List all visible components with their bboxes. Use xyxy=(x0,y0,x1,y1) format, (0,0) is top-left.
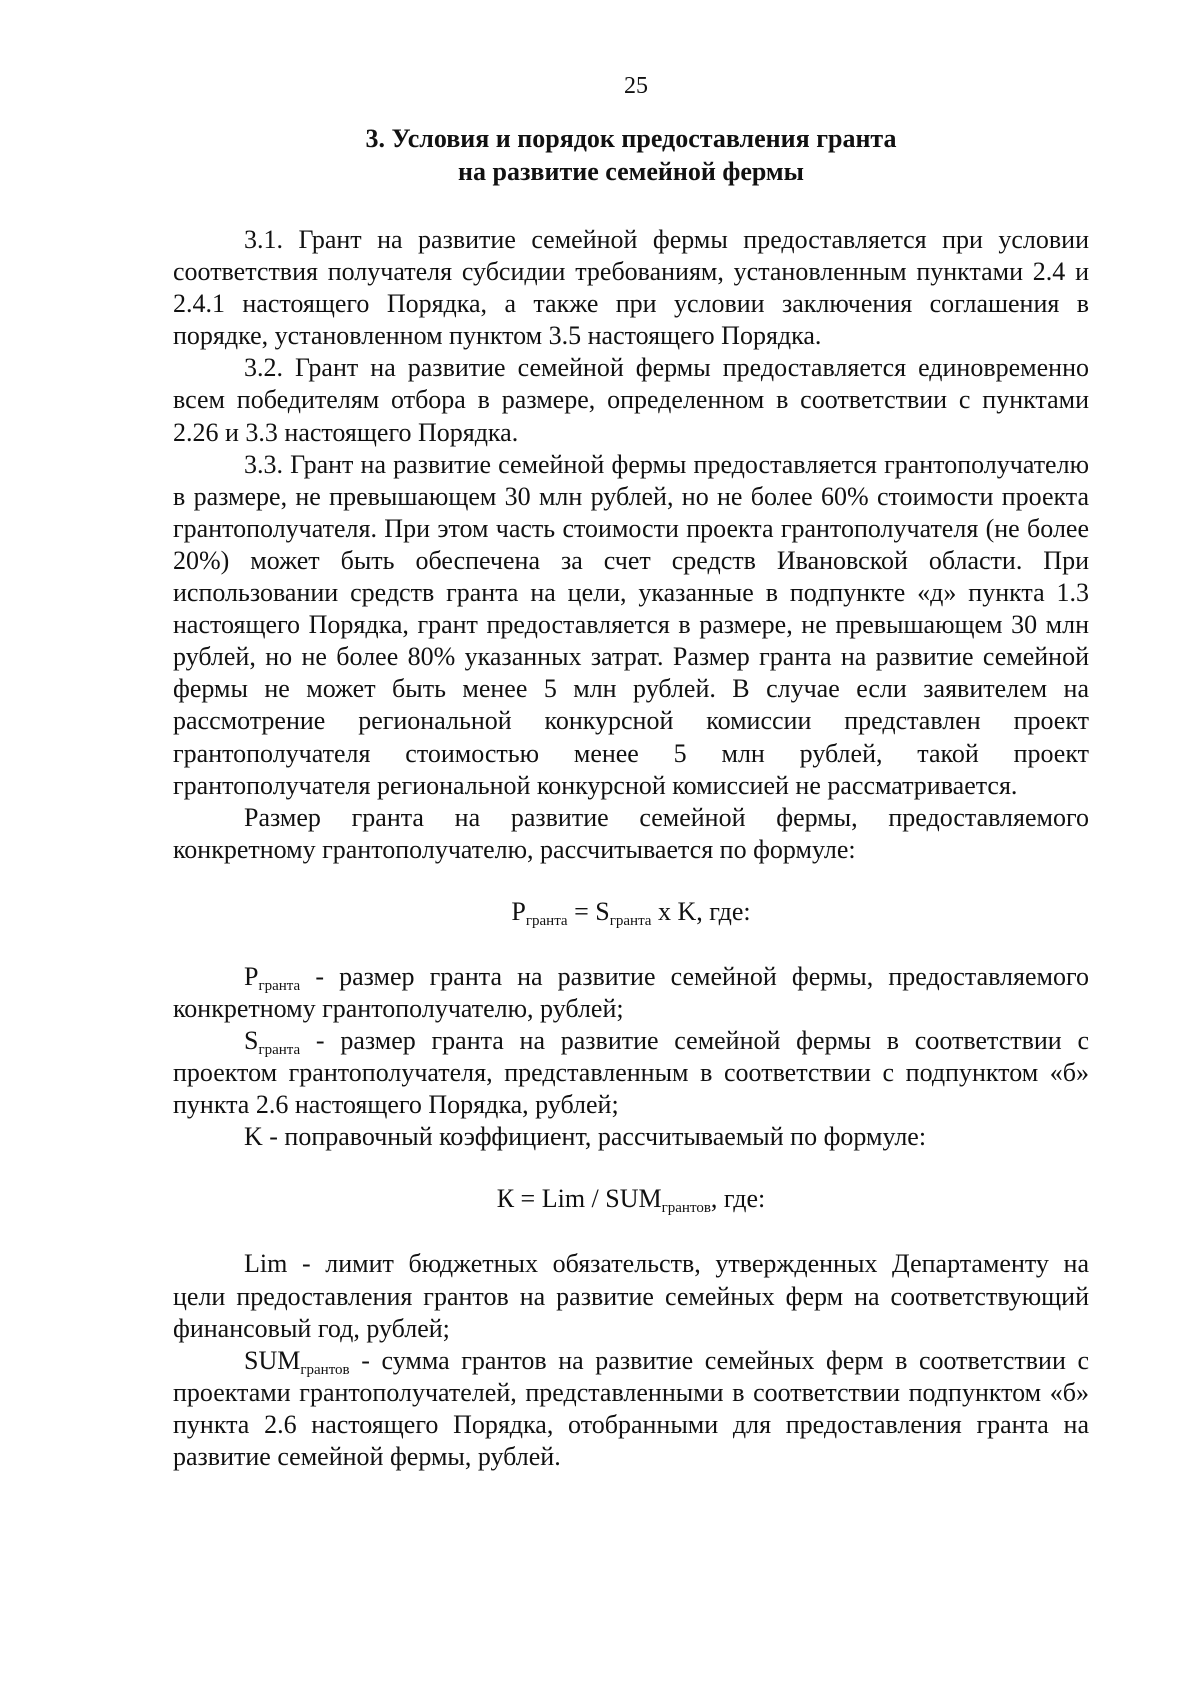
formula-grant-size xyxy=(173,896,1089,928)
formula2-rest: , где: xyxy=(710,1184,766,1214)
definition-s-grant xyxy=(173,1025,1089,1121)
definition-sum-symbol: SUM xyxy=(244,1345,301,1375)
definition-p-grant xyxy=(173,961,1089,1025)
formula-p-subscript: гранта xyxy=(525,912,568,929)
definition-p-symbol: P xyxy=(244,961,259,991)
formula2-left: К = Lim / SUM xyxy=(496,1184,662,1214)
definition-p-text: - размер гранта на развитие семейной фермы, предоставляемого конкретному грантополучателю, рублей; xyxy=(173,961,1089,1023)
definition-sum-text: - сумма грантов на развитие семейных ферм в соответствии с проектами грантополучателей, представленными в соответствии подпунктом «б» пункта 2.6 настоящего Порядка, отобранными для предоставления гранта на развитие семейной фермы, рублей. xyxy=(173,1345,1089,1471)
definition-lim: Lim - лимит бюджетных обязательств, утвержденных Департаменту на цели предоставления грантов на развитие семейных ферм на соответствующий финансовый год, рублей; xyxy=(173,1249,1089,1343)
formula2-subscript: грантов xyxy=(661,1200,711,1217)
formula-s-subscript: гранта xyxy=(609,912,652,929)
definition-s-symbol: S xyxy=(244,1026,259,1056)
formula-coefficient xyxy=(173,1183,1089,1215)
formula-rest: х K, где: xyxy=(651,896,751,926)
section-title-line-2: на развитие семейной фермы xyxy=(458,157,804,186)
paragraph-3-2: 3.2. Грант на развитие семейной фермы предоставляется единовременно всем победителям отбора в размере, определенном в соответствии с пунктами 2.26 и 3.3 настоящего Порядка. xyxy=(173,353,1089,447)
formula-equals: = xyxy=(567,896,596,926)
page-number: 25 xyxy=(624,73,648,99)
section-title-line-1: 3. Условия и порядок предоставления гранта xyxy=(365,124,897,153)
paragraph-3-3: 3.3. Грант на развитие семейной фермы предоставляется грантополучателю в размере, не превышающем 30 млн рублей, но не более 60% стоимости проекта грантополучателя. При этом часть стоимости проекта грантополучателя (не более 20%) может быть обеспечена за счет средств Ивановской области. При использовании средств гранта на цели, указанные в подпункте «д» пункта 1.3 настоящего Порядка, грант предоставляется в размере, не превышающем 30 млн рублей, но не более 80% указанных затрат. Размер гранта на развитие семейной фермы не может быть менее 5 млн рублей. В случае если заявителем на рассмотрение региональной конкурсной комиссии представлен проект грантополучателя стоимостью менее 5 млн рублей, такой проект грантополучателя региональной конкурсной комиссией не рассматривается. xyxy=(173,449,1089,800)
section-title xyxy=(173,122,1089,188)
definition-k: K - поправочный коэффициент, рассчитываемый по формуле: xyxy=(244,1122,927,1152)
paragraph-grant-size: Размер гранта на развитие семейной фермы, предоставляемого конкретному грантополучателю, рассчитывается по формуле: xyxy=(173,802,1089,864)
definition-s-text: - размер гранта на развитие семейной фермы в соответствии с проектом грантополучателя, представленным в соответствии с подпунктом «б» пункта 2.6 настоящего Порядка, рублей; xyxy=(173,1026,1089,1120)
paragraph-3-1: 3.1. Грант на развитие семейной фермы предоставляется при условии соответствия получателя субсидии требованиям, установленным пунктами 2.4 и 2.4.1 настоящего Порядка, а также при условии заключения соглашения в порядке, установленном пунктом 3.5 настоящего Порядка. xyxy=(173,225,1089,351)
document-page xyxy=(173,70,1089,1473)
definition-sum xyxy=(173,1345,1089,1473)
formula-p-symbol: P xyxy=(511,896,526,926)
definition-sum-subscript: грантов xyxy=(300,1361,350,1378)
definition-s-subscript: гранта xyxy=(258,1042,301,1059)
definition-p-subscript: гранта xyxy=(258,977,301,994)
formula-s-symbol: S xyxy=(595,896,610,926)
